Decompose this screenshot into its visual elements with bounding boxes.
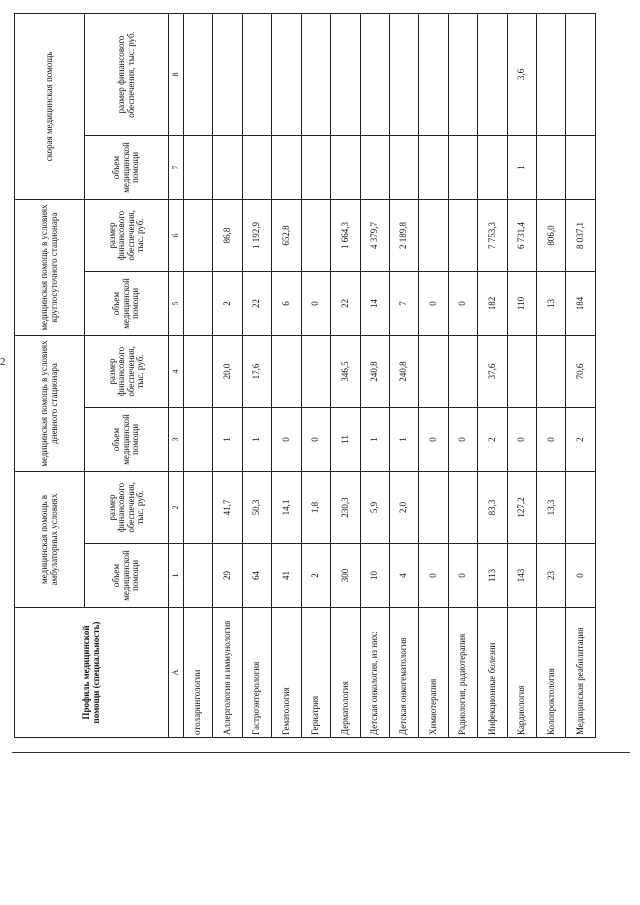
row-value-cell bbox=[213, 13, 242, 135]
column-index-row bbox=[169, 13, 184, 737]
table-row bbox=[537, 13, 566, 737]
header-group-outpatient: медицинская помощь в амбулаторных условиях bbox=[15, 472, 85, 608]
row-value-cell: 230,3 bbox=[331, 472, 360, 544]
row-value-cell: 346,5 bbox=[331, 336, 360, 408]
row-value-cell: 41 bbox=[272, 544, 301, 608]
row-value-cell bbox=[272, 135, 301, 199]
row-value-cell: 2 bbox=[478, 408, 507, 472]
row-value-cell: 2 189,8 bbox=[389, 199, 418, 271]
table-row bbox=[301, 13, 330, 737]
row-value-cell: 64 bbox=[242, 544, 271, 608]
header-finance: размер финансового обеспечения, тыс. руб. bbox=[85, 199, 169, 271]
row-value-cell bbox=[419, 135, 448, 199]
header-group-day-hospital: медицинская помощь в условиях дневного стационара bbox=[15, 336, 85, 472]
column-index-cell: 6 bbox=[169, 199, 184, 271]
row-profile-cell: Инфекционные болезни bbox=[478, 608, 507, 738]
row-value-cell bbox=[419, 199, 448, 271]
page-number: 2 bbox=[0, 356, 6, 368]
row-value-cell: 10 bbox=[360, 544, 389, 608]
row-value-cell bbox=[448, 336, 477, 408]
header-finance: размер финансового обеспечения, тыс. руб. bbox=[85, 13, 169, 135]
row-profile-cell: отоларингологии bbox=[184, 608, 213, 738]
row-value-cell: 184 bbox=[566, 272, 596, 336]
row-value-cell bbox=[478, 135, 507, 199]
row-value-cell: 182 bbox=[478, 272, 507, 336]
row-value-cell bbox=[184, 408, 213, 472]
row-value-cell: 41,7 bbox=[213, 472, 242, 544]
row-value-cell: 143 bbox=[507, 544, 536, 608]
row-value-cell bbox=[331, 135, 360, 199]
row-value-cell bbox=[448, 13, 477, 135]
table-row bbox=[448, 13, 477, 737]
row-value-cell bbox=[419, 472, 448, 544]
row-value-cell bbox=[242, 13, 271, 135]
row-value-cell: 0 bbox=[448, 544, 477, 608]
row-value-cell: 110 bbox=[507, 272, 536, 336]
table-row bbox=[360, 13, 389, 737]
column-index-cell: 3 bbox=[169, 408, 184, 472]
row-value-cell: 2 bbox=[566, 408, 596, 472]
row-value-cell bbox=[301, 336, 330, 408]
row-value-cell: 2,0 bbox=[389, 472, 418, 544]
data-table bbox=[14, 13, 596, 738]
row-value-cell: 1 bbox=[242, 408, 271, 472]
row-value-cell bbox=[184, 544, 213, 608]
table-row bbox=[213, 13, 242, 737]
header-group-ambulance: скорая медицинская помощь bbox=[15, 13, 85, 199]
row-value-cell bbox=[272, 13, 301, 135]
row-value-cell: 4 379,7 bbox=[360, 199, 389, 271]
row-profile-cell: Детская онкогематология bbox=[389, 608, 418, 738]
row-value-cell bbox=[184, 272, 213, 336]
column-index-cell: 8 bbox=[169, 13, 184, 135]
row-value-cell bbox=[360, 135, 389, 199]
row-value-cell: 70,6 bbox=[566, 336, 596, 408]
row-value-cell bbox=[419, 13, 448, 135]
row-profile-cell: Аллергология и иммунология bbox=[213, 608, 242, 738]
row-value-cell: 7 753,3 bbox=[478, 199, 507, 271]
row-value-cell: 0 bbox=[448, 408, 477, 472]
header-finance: размер финансового обеспечения, тыс. руб. bbox=[85, 336, 169, 408]
row-value-cell bbox=[184, 472, 213, 544]
row-value-cell bbox=[419, 336, 448, 408]
row-value-cell bbox=[566, 13, 596, 135]
row-value-cell: 0 bbox=[507, 408, 536, 472]
row-value-cell: 1 bbox=[213, 408, 242, 472]
row-value-cell: 0 bbox=[419, 544, 448, 608]
row-value-cell: 0 bbox=[301, 272, 330, 336]
row-value-cell bbox=[301, 13, 330, 135]
row-value-cell bbox=[537, 135, 566, 199]
row-profile-cell: Химиотерапия bbox=[419, 608, 448, 738]
row-value-cell: 4 bbox=[389, 544, 418, 608]
row-value-cell: 0 bbox=[419, 272, 448, 336]
row-value-cell bbox=[213, 135, 242, 199]
row-profile-cell: Радиология, радиотерапия bbox=[448, 608, 477, 738]
row-value-cell bbox=[184, 336, 213, 408]
table-row bbox=[242, 13, 271, 737]
row-value-cell: 8 037,1 bbox=[566, 199, 596, 271]
row-value-cell bbox=[184, 13, 213, 135]
row-value-cell: 86,8 bbox=[213, 199, 242, 271]
row-value-cell bbox=[301, 199, 330, 271]
row-value-cell: 0 bbox=[272, 408, 301, 472]
row-value-cell: 1 bbox=[360, 408, 389, 472]
row-value-cell: 6 bbox=[272, 272, 301, 336]
row-value-cell: 300 bbox=[331, 544, 360, 608]
row-value-cell: 3,6 bbox=[507, 13, 536, 135]
row-value-cell bbox=[389, 135, 418, 199]
column-index-cell: 2 bbox=[169, 472, 184, 544]
column-index-cell: 7 bbox=[169, 135, 184, 199]
row-value-cell bbox=[184, 135, 213, 199]
row-value-cell: 22 bbox=[331, 272, 360, 336]
row-value-cell bbox=[537, 336, 566, 408]
row-value-cell: 0 bbox=[537, 408, 566, 472]
row-value-cell bbox=[537, 13, 566, 135]
row-value-cell bbox=[566, 135, 596, 199]
table-rotation-wrapper bbox=[14, 14, 596, 738]
table-row bbox=[566, 13, 596, 737]
row-value-cell: 17,6 bbox=[242, 336, 271, 408]
row-profile-cell: Детская онкология, из них: bbox=[360, 608, 389, 738]
header-volume: объем медицинской помощи bbox=[85, 544, 169, 608]
row-value-cell: 37,6 bbox=[478, 336, 507, 408]
row-value-cell bbox=[184, 199, 213, 271]
row-value-cell: 13,3 bbox=[537, 472, 566, 544]
row-value-cell: 13 bbox=[537, 272, 566, 336]
row-value-cell: 14,1 bbox=[272, 472, 301, 544]
column-index-cell: А bbox=[169, 608, 184, 738]
column-index-cell: 1 bbox=[169, 544, 184, 608]
row-profile-cell: Гастроэнтерология bbox=[242, 608, 271, 738]
table-row bbox=[272, 13, 301, 737]
row-value-cell: 113 bbox=[478, 544, 507, 608]
row-value-cell bbox=[301, 135, 330, 199]
row-value-cell: 14 bbox=[360, 272, 389, 336]
column-index-cell: 4 bbox=[169, 336, 184, 408]
row-value-cell bbox=[566, 472, 596, 544]
row-value-cell: 127,2 bbox=[507, 472, 536, 544]
row-value-cell: 50,3 bbox=[242, 472, 271, 544]
row-value-cell: 6 731,4 bbox=[507, 199, 536, 271]
row-value-cell bbox=[272, 336, 301, 408]
table-row bbox=[389, 13, 418, 737]
row-value-cell: 23 bbox=[537, 544, 566, 608]
row-value-cell bbox=[242, 135, 271, 199]
table-row bbox=[478, 13, 507, 737]
row-value-cell bbox=[331, 13, 360, 135]
row-value-cell: 20,0 bbox=[213, 336, 242, 408]
row-value-cell: 1 bbox=[389, 408, 418, 472]
row-value-cell: 0 bbox=[419, 408, 448, 472]
table-row bbox=[331, 13, 360, 737]
row-profile-cell: Медицинская реабилитация bbox=[566, 608, 596, 738]
row-value-cell: 2 bbox=[301, 544, 330, 608]
row-value-cell bbox=[478, 13, 507, 135]
row-value-cell: 240,8 bbox=[389, 336, 418, 408]
row-profile-cell: Дерматология bbox=[331, 608, 360, 738]
header-volume: объем медицинской помощи bbox=[85, 272, 169, 336]
row-value-cell bbox=[448, 199, 477, 271]
row-profile-cell: Колопроктология bbox=[537, 608, 566, 738]
table-row bbox=[507, 13, 536, 737]
row-value-cell: 652,8 bbox=[272, 199, 301, 271]
row-value-cell bbox=[360, 13, 389, 135]
row-value-cell bbox=[389, 13, 418, 135]
row-value-cell: 0 bbox=[566, 544, 596, 608]
row-value-cell: 0 bbox=[301, 408, 330, 472]
row-value-cell: 1 bbox=[507, 135, 536, 199]
row-value-cell: 0 bbox=[448, 272, 477, 336]
header-volume: объем медицинской помощи bbox=[85, 408, 169, 472]
row-profile-cell: Кардиология bbox=[507, 608, 536, 738]
table-row bbox=[419, 13, 448, 737]
column-index-cell: 5 bbox=[169, 272, 184, 336]
row-profile-cell: Гериатрия bbox=[301, 608, 330, 738]
row-value-cell: 2 bbox=[213, 272, 242, 336]
row-value-cell: 240,8 bbox=[360, 336, 389, 408]
row-value-cell: 1 192,9 bbox=[242, 199, 271, 271]
row-value-cell: 11 bbox=[331, 408, 360, 472]
header-volume: объем медицинской помощи bbox=[85, 135, 169, 199]
row-value-cell bbox=[507, 336, 536, 408]
row-value-cell: 7 bbox=[389, 272, 418, 336]
horizontal-divider bbox=[12, 752, 630, 753]
rotated-table-sheet bbox=[14, 14, 596, 738]
header-group-inpatient: медицинская помощь в условиях круглосуточного стационара bbox=[15, 199, 85, 335]
row-value-cell: 806,0 bbox=[537, 199, 566, 271]
row-value-cell: 1,8 bbox=[301, 472, 330, 544]
row-value-cell: 83,3 bbox=[478, 472, 507, 544]
row-value-cell bbox=[448, 472, 477, 544]
header-finance: размер финансового обеспечения, тыс. руб. bbox=[85, 472, 169, 544]
table-row bbox=[184, 13, 213, 737]
header-profile: Профиль медицинской помощи (специальность) bbox=[15, 608, 169, 738]
row-value-cell: 1 664,3 bbox=[331, 199, 360, 271]
row-value-cell: 29 bbox=[213, 544, 242, 608]
row-value-cell: 5,9 bbox=[360, 472, 389, 544]
row-value-cell: 22 bbox=[242, 272, 271, 336]
row-profile-cell: Гематология bbox=[272, 608, 301, 738]
row-value-cell bbox=[448, 135, 477, 199]
